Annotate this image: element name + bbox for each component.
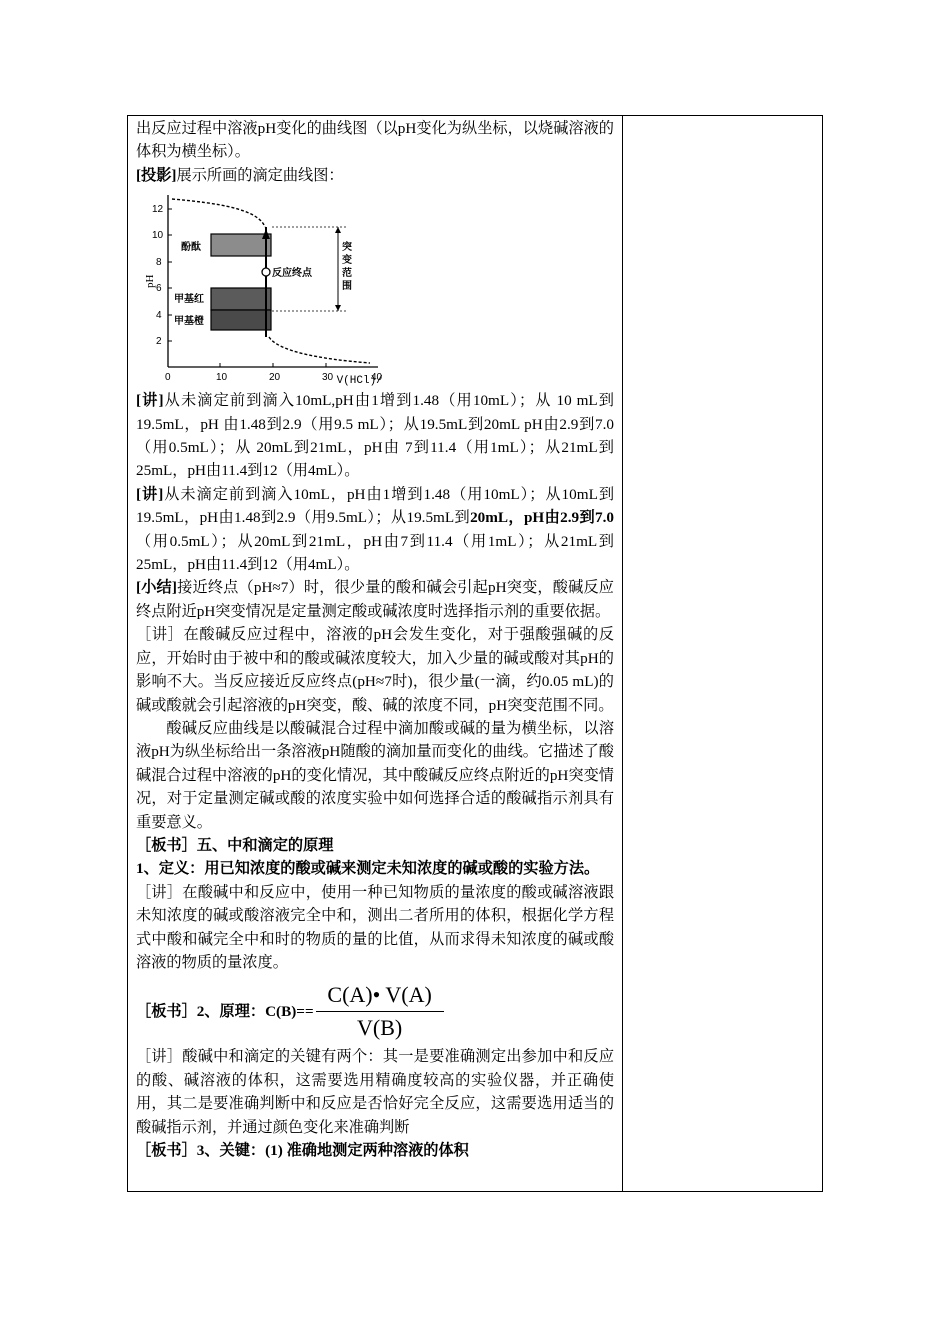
x-tick-label: 40 (371, 372, 383, 384)
column-divider (622, 116, 623, 1191)
methyl-red-range (211, 288, 271, 310)
label-phenolphthalein: 酚酞 (181, 242, 201, 254)
label-endpoint: 反应终点 (272, 268, 312, 280)
methyl-orange-range (211, 310, 271, 330)
y-axis-label: pH (144, 274, 156, 289)
x-tick-label: 20 (269, 372, 281, 384)
formula-label: ［板书］2、原理：C(B)== (136, 1002, 314, 1020)
paragraph-projection: [投影]展示所画的滴定曲线图： (136, 166, 344, 184)
label-jump-range: 范 (342, 268, 352, 280)
label-jump-range: 围 (342, 281, 352, 293)
lesson-content (136, 117, 614, 1162)
x-tick-label: 30 (322, 372, 334, 384)
paragraph-lecture-5: ［讲］酸碱中和滴定的关键有两个：其一是要准确测定出参加中和反应的酸、碱溶液的体积，这需要选用精确度较高的实验仪器，并正确使用，其二是要准确判断中和反应是否恰好完全反应，这需要选用适当的酸碱指示剂，并通过颜色变化来准确判断 (136, 1048, 614, 1136)
y-tick-label: 6 (156, 283, 162, 295)
paragraph-key-points: ［板书］3、关键：(1) 准确地测定两种溶液的体积 (136, 1142, 469, 1159)
curve-upper (172, 199, 265, 227)
label-jump-range: 突 (342, 242, 352, 254)
x-tick-label: 10 (216, 372, 228, 384)
formula-numerator: C(A)• V(A) (327, 981, 432, 1007)
x-axis-label: V(HCl)/ (336, 375, 383, 388)
phenolphthalein-range (211, 234, 271, 256)
titration-curve-svg (138, 189, 383, 389)
paragraph-lecture-2: [讲]从未滴定前到滴入10mL，pH由1增到1.48（用10mL）；从10mL到19.5mL，pH由1.48到2.9（用9.5mL）；从19.5mL到20mL，pH由2.9到7.0（用0.5mL）；从20mL到21mL，pH由7到11.4（用1mL）；从21mL到25mL，pH由11.4到12（用4mL）。 (136, 485, 615, 574)
label-methyl-red: 甲基红 (174, 294, 204, 306)
fraction-bar (316, 1011, 444, 1012)
paragraph-definition: 1、定义：用已知浓度的酸或碱来测定未知浓度的碱或酸的实验方法。 (136, 860, 600, 878)
curve-lower (269, 337, 370, 363)
x-tick-label: 0 (165, 372, 171, 384)
y-tick-label: 12 (152, 204, 164, 216)
paragraph-curve-description: 酸碱反应曲线是以酸碱混合过程中滴加酸或碱的量为横坐标，以溶液pH为纵坐标给出一条溶液pH随酸的滴加量而变化的曲线。它描述了酸碱混合过程中溶液的pH的变化情况，其中酸碱反应终点附近的pH突变情况，对于定量测定碱或酸的浓度实验中如何选择合适的酸碱指示剂具有重要意义。 (136, 719, 614, 831)
paragraph-lecture-4: ［讲］在酸碱中和反应中，使用一种已知物质的量浓度的酸或碱溶液跟未知浓度的碱或酸溶液完全中和，测出二者所用的体积，根据化学方程式中酸和碱完全中和时的物质的量的比值，从而求得未知浓度的碱或酸溶液的物质的量浓度。 (136, 883, 614, 971)
y-tick-label: 4 (156, 310, 162, 322)
label-jump-range: 变 (342, 255, 352, 267)
paragraph-lecture-3: ［讲］在酸碱反应过程中，溶液的pH会发生变化，对于强酸强碱的反应，开始时由于被中和的酸或碱浓度较大，加入少量的碱或酸对其pH的影响不大。当反应接近反应终点(pH≈7时)，很少量(一滴，约0.05 mL)的碱或酸就会引起溶液的pH突变，酸、碱的浓度不同，pH突变范围不同。 (136, 626, 615, 714)
titration-curve-figure (138, 189, 383, 389)
y-tick-label: 2 (156, 336, 162, 348)
paragraph-summary: [小结]接近终点（pH≈7）时，很少量的酸和碱会引起pH突变，酸碱反应终点附近pH突变情况是定量测定酸或碱浓度时选择指示剂的重要依据。 (136, 579, 614, 620)
formula-fraction (316, 981, 444, 1042)
formula-denominator: V(B) (357, 1014, 403, 1040)
endpoint-marker (262, 268, 270, 276)
y-tick-label: 10 (152, 230, 164, 242)
paragraph-lecture-1: [讲]从未滴定前到滴入10mL,pH由1增到1.48（用10mL）；从 10 mL到19.5mL，pH 由1.48到2.9（用9.5 mL）；从19.5mL到20mL pH由2.9到7.0（用0.5mL）；从 20mL到21mL，pH由 7到11.4（用1mL）；从21mL到25mL，pH由11.4到12（用4mL）。 (136, 392, 614, 480)
y-tick-label: 8 (156, 257, 162, 269)
heading-board-principle: ［板书］五、中和滴定的原理 (136, 836, 334, 854)
lesson-table (127, 115, 823, 1192)
formula-principle (136, 977, 614, 1045)
label-methyl-orange: 甲基橙 (174, 316, 204, 328)
paragraph-intro: 出反应过程中溶液pH变化的曲线图（以pH变化为纵坐标，以烧碱溶液的体积为横坐标）。 (136, 120, 614, 161)
